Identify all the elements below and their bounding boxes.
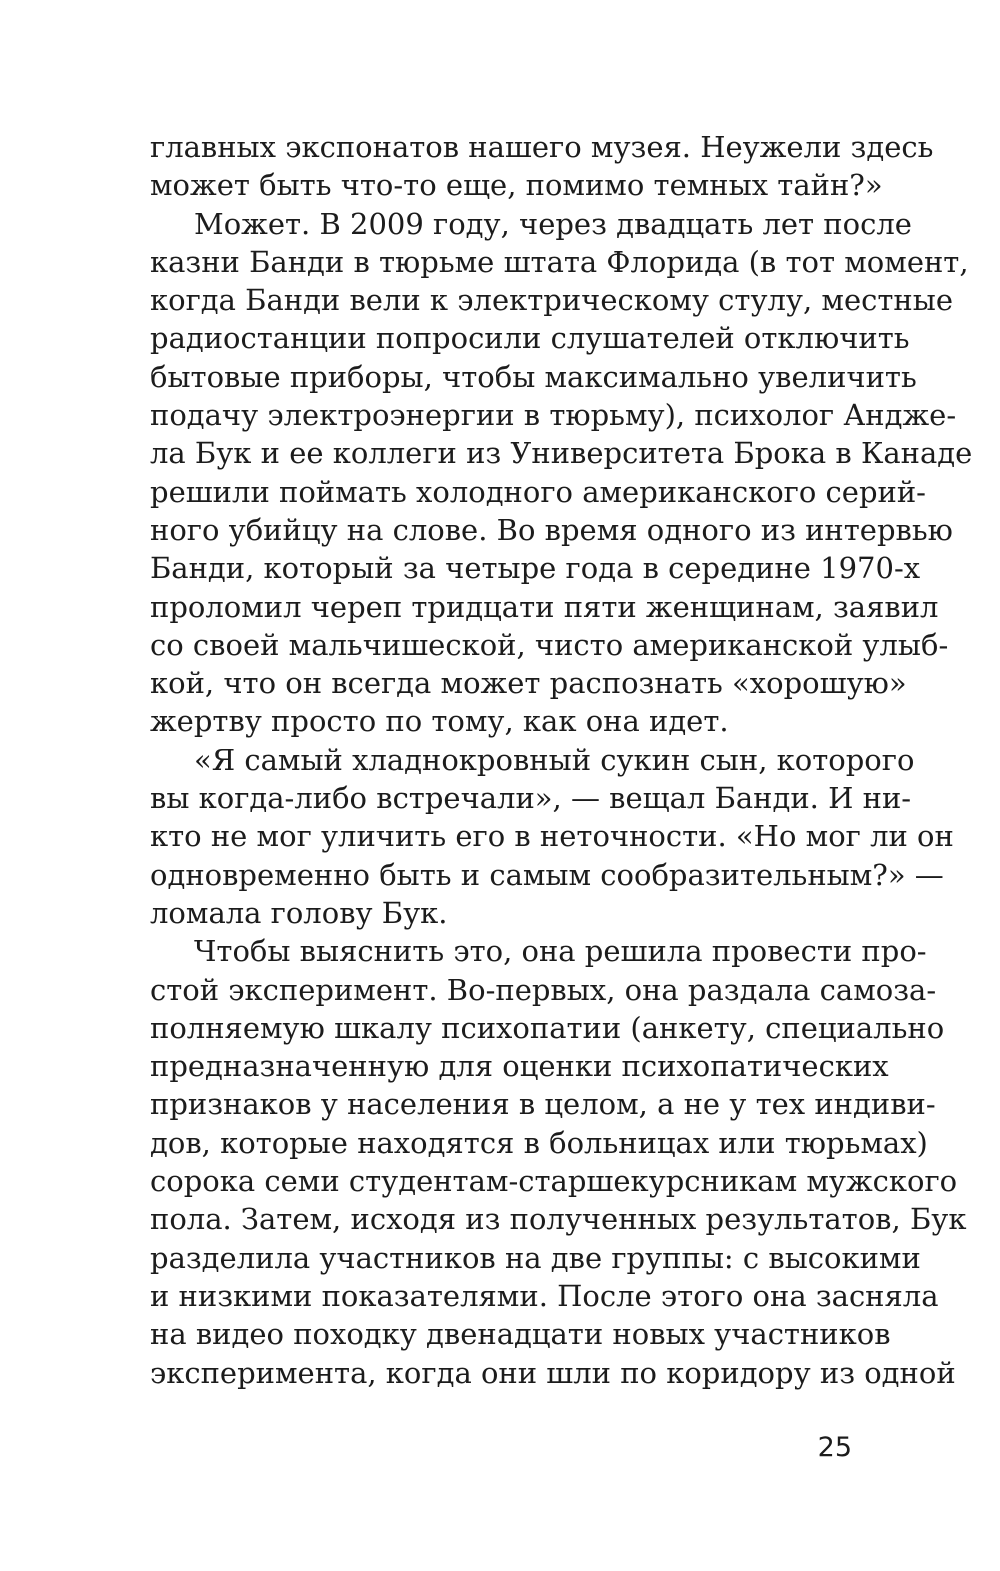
text-line: решили поймать холодного американского серий- [150,474,926,509]
text-line: когда Банди вели к электрическому стулу, местные [150,283,954,318]
text-line: ного убийцу на слове. Во время одного из интервью [150,512,953,547]
text-line: подачу электроэнергии в тюрьму), психолог Андже- [150,398,957,433]
text-line: разделила участников на две группы: с высокими [150,1240,921,1275]
text-line: ломала голову Бук. [150,895,448,930]
text-line: главных экспонатов нашего музея. Неужели здесь [150,130,934,164]
text-line: признаков у населения в целом, а не у тех индиви- [150,1087,936,1122]
text-line: Банди, который за четыре года в середине 1970-х [150,551,921,586]
text-line: вы когда-либо встречали», — вещал Банди. И ни- [150,781,912,816]
text-line: предназначенную для оценки психопатических [150,1049,889,1084]
text-line: радиостанции попросили слушателей отключить [150,321,910,356]
text-line: ла Бук и ее коллеги из Университета Брока в Канаде [150,436,973,471]
text-line: пола. Затем, исходя из полученных результатов, Бук [150,1202,967,1237]
text-line: полняемую шкалу психопатии (анкету, специально [150,1010,945,1045]
text-line: эксперимента, когда они шли по коридору из одной [150,1355,956,1390]
text-line: дов, которые находятся в больницах или тюрьмах) [150,1125,928,1160]
text-line: кто не мог уличить его в неточности. «Но мог ли он [150,819,954,854]
text-line: со своей мальчишеской, чисто американской улыб- [150,627,949,662]
page-number: 25 [817,1432,852,1463]
text-line: Чтобы выяснить это, она решила провести про- [194,934,927,969]
text-line: и низкими показателями. После этого она засняла [150,1278,939,1313]
text-line: Может. В 2009 году, через двадцать лет после [194,206,912,241]
text-line: может быть что-то еще, помимо темных тайн?» [150,168,883,203]
text-line: на видео походку двенадцати новых участников [150,1317,891,1352]
text-line: стой эксперимент. Во-первых, она раздала самоза- [150,972,937,1007]
text-line: одновременно быть и самым сообразительным?» — [150,857,944,892]
text-line: «Я самый хладнокровный сукин сын, которого [194,742,915,777]
text-line: кой, что он всегда может распознать «хорошую» [150,666,907,701]
text-line: казни Банди в тюрьме штата Флорида (в тот момент, [150,244,969,279]
text-line: бытовые приборы, чтобы максимально увеличить [150,359,917,394]
body-text [150,128,973,1392]
text-line: проломил череп тридцати пяти женщинам, заявил [150,589,939,624]
text-line: жертву просто по тому, как она идет. [150,704,729,739]
text-line: сорока семи студентам-старшекурсникам мужского [150,1164,958,1199]
